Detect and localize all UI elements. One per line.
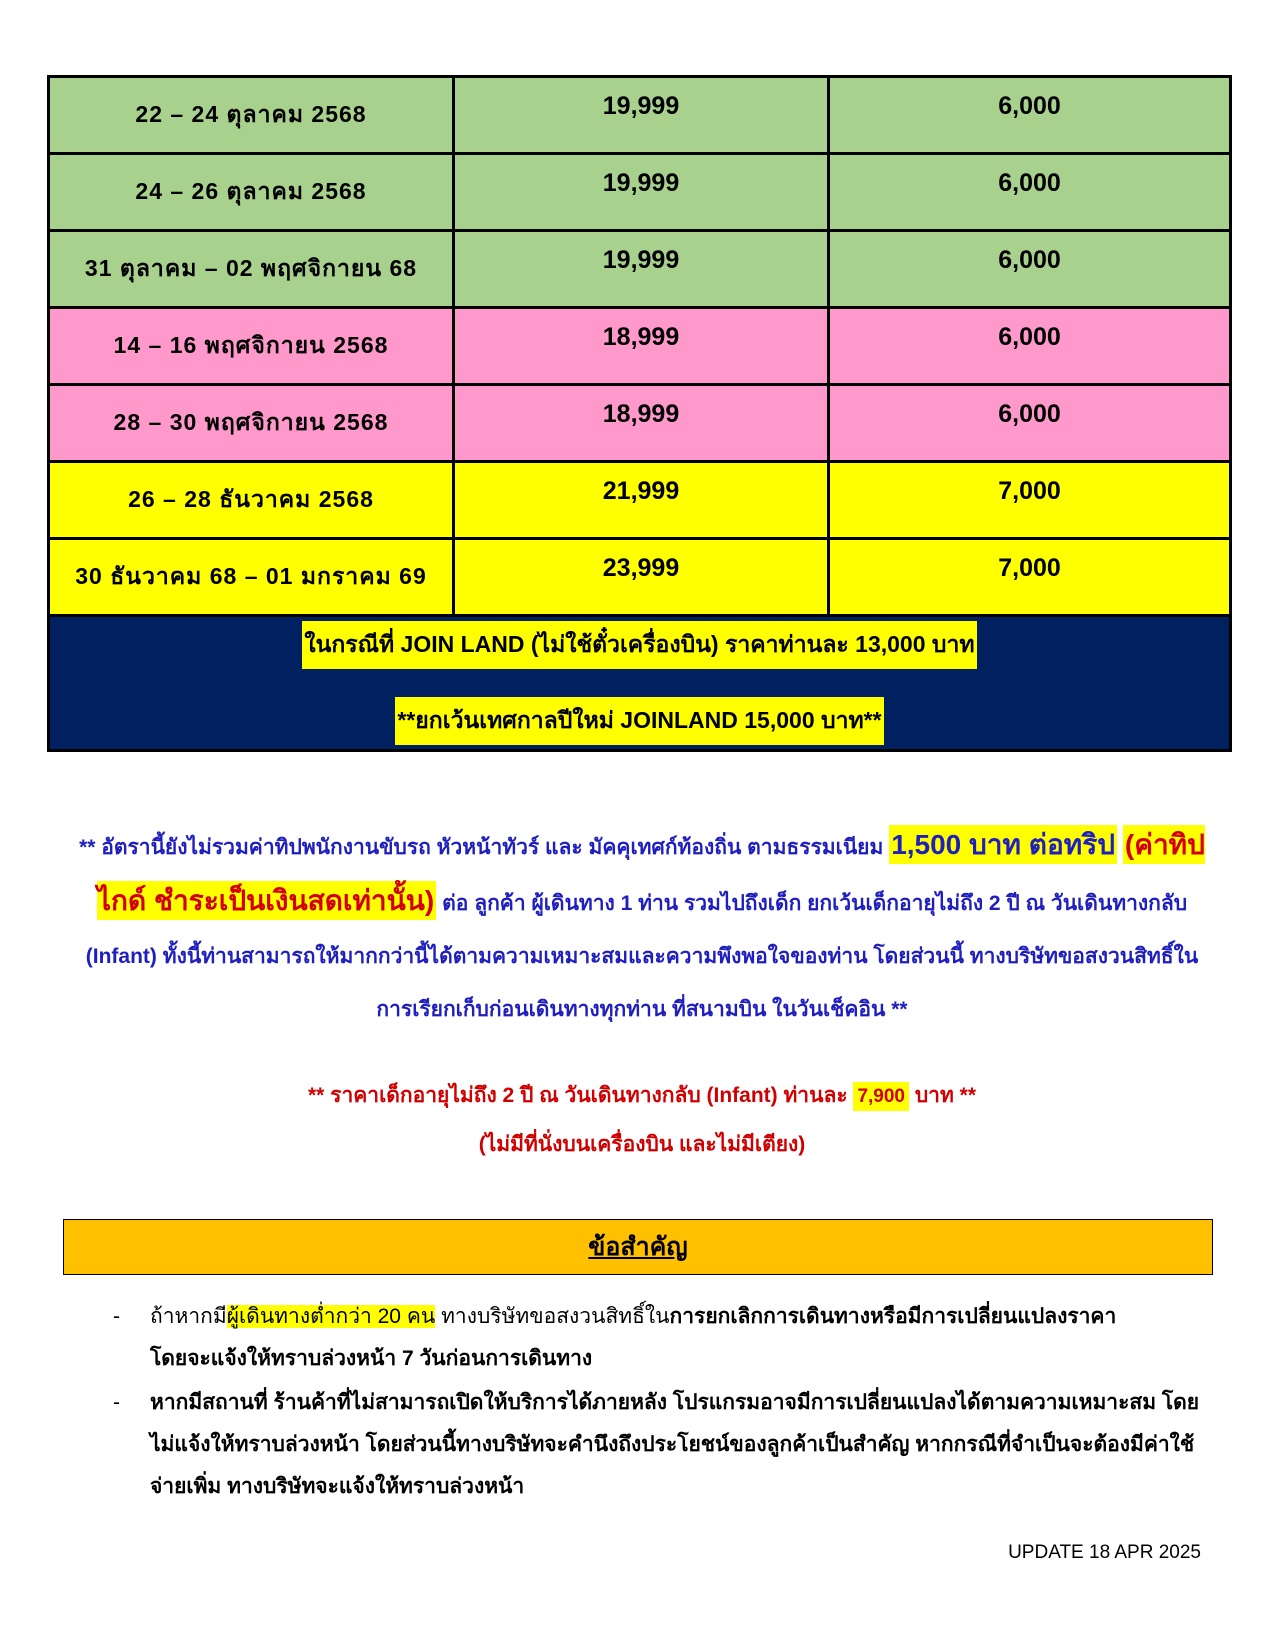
tip-notice xyxy=(78,818,1206,1036)
price-row xyxy=(49,385,1231,462)
infant-notice xyxy=(78,1072,1206,1169)
price-cell: 23,999 xyxy=(454,539,829,616)
note-item xyxy=(110,1382,1205,1508)
note-line2: โดยจะแจ้งให้ทราบล่วงหน้า 7 วันก่อนการเดินทาง xyxy=(150,1347,593,1370)
infant-line2: (ไม่มีที่นั่งบนเครื่องบิน และไม่มีเตียง) xyxy=(478,1133,806,1156)
note-bold: การยกเลิกการเดินทางหรือมีการเปลี่ยนแปลงราคา xyxy=(669,1305,1117,1328)
single-supplement-cell: 6,000 xyxy=(829,231,1231,308)
note-text: หากมีสถานที่ ร้านค้าที่ไม่สามารถเปิดให้บริการได้ภายหลัง โปรแกรมอาจมีการเปลี่ยนแปลงได้ตามความเหมาะสม โดยไม่แจ้งให้ทราบล่วงหน้า โดยส่วนนี้ทางบริษัทจะคำนึงถึงประโยชน์ของลูกค้าเป็นสำคัญ หากกรณีที่จำเป็นจะต้องมีค่าใช้จ่ายเพิ่ม ทางบริษัทจะแจ้งให้ทราบล่วงหน้า xyxy=(150,1391,1200,1498)
price-row xyxy=(49,231,1231,308)
travel-date-cell: 14 – 16 พฤศจิกายน 2568 xyxy=(49,308,454,385)
tip-text-part1: ** อัตรานี้ยังไม่รวมค่าทิปพนักงานขับรถ หัวหน้าทัวร์ และ มัคคุเทศก์ท้องถิ่น ตามธรรมเนียม xyxy=(79,836,884,859)
travel-date-cell: 28 – 30 พฤศจิกายน 2568 xyxy=(49,385,454,462)
tip-text-part2: ต่อ ลูกค้า ผู้เดินทาง 1 ท่าน รวมไปถึงเด็ก ยกเว้นเด็กอายุไม่ถึง 2 ปี ณ วันเดินทางกลับ (Infant) ทั้งนี้ท่านสามารถให้มากกว่านี้ได้ตามความเหมาะสมและความพึงพอใจของท่าน โดยส่วนนี้ ทางบริษัทขอสงวนสิทธิ์ในการเรียกเก็บก่อนเดินทางทุกท่าน ที่สนามบิน ในวันเช็คอิน ** xyxy=(85,892,1199,1021)
important-title: ข้อสำคัญ xyxy=(588,1233,688,1261)
join-land-row xyxy=(49,616,1231,751)
join-land-line2: **ยกเว้นเทศกาลปีใหม่ JOINLAND 15,000 บาท** xyxy=(395,697,883,745)
price-cell: 18,999 xyxy=(454,308,829,385)
price-cell: 19,999 xyxy=(454,231,829,308)
travel-date-cell: 26 – 28 ธันวาคม 2568 xyxy=(49,462,454,539)
price-row xyxy=(49,154,1231,231)
price-table xyxy=(47,75,1232,752)
single-supplement-cell: 6,000 xyxy=(829,77,1231,154)
note-dash: - xyxy=(113,1391,120,1414)
single-supplement-cell: 6,000 xyxy=(829,154,1231,231)
travel-date-cell: 24 – 26 ตุลาคม 2568 xyxy=(49,154,454,231)
single-supplement-cell: 7,000 xyxy=(829,462,1231,539)
travel-date-cell: 31 ตุลาคม – 02 พฤศจิกายน 68 xyxy=(49,231,454,308)
infant-price: 7,900 xyxy=(853,1082,909,1111)
note-dash: - xyxy=(113,1305,120,1328)
travel-date-cell: 22 – 24 ตุลาคม 2568 xyxy=(49,77,454,154)
single-supplement-cell: 7,000 xyxy=(829,539,1231,616)
price-cell: 18,999 xyxy=(454,385,829,462)
join-land-cell xyxy=(49,616,1231,751)
notes-list xyxy=(110,1296,1205,1510)
price-row xyxy=(49,308,1231,385)
price-cell: 19,999 xyxy=(454,77,829,154)
price-row xyxy=(49,77,1231,154)
important-header xyxy=(63,1219,1213,1275)
note-text: ถ้าหากมี xyxy=(150,1305,227,1328)
single-supplement-cell: 6,000 xyxy=(829,385,1231,462)
price-row xyxy=(49,462,1231,539)
travel-date-cell: 30 ธันวาคม 68 – 01 มกราคม 69 xyxy=(49,539,454,616)
note-item xyxy=(110,1296,1205,1380)
note-text: ทางบริษัทขอสงวนสิทธิ์ใน xyxy=(435,1305,670,1328)
tip-cash-note: (ค่าทิปไกด์ ชำระเป็นเงินสดเท่านั้น) xyxy=(97,825,1205,920)
price-table-body xyxy=(49,77,1231,616)
infant-line1-prefix: ** ราคาเด็กอายุไม่ถึง 2 ปี ณ วันเดินทางกลับ (Infant) ท่านละ xyxy=(308,1084,848,1107)
price-cell: 19,999 xyxy=(454,154,829,231)
price-row xyxy=(49,539,1231,616)
tip-amount: 1,500 บาท ต่อทริป xyxy=(889,825,1117,864)
join-land-line1: ในกรณีที่ JOIN LAND (ไม่ใช้ตั๋วเครื่องบิน) ราคาท่านละ 13,000 บาท xyxy=(302,621,976,669)
price-cell: 21,999 xyxy=(454,462,829,539)
infant-line1-suffix: บาท ** xyxy=(914,1084,976,1107)
update-date: UPDATE 18 APR 2025 xyxy=(1008,1542,1201,1563)
note-highlight: ผู้เดินทางต่ำกว่า 20 คน xyxy=(226,1305,436,1328)
single-supplement-cell: 6,000 xyxy=(829,308,1231,385)
